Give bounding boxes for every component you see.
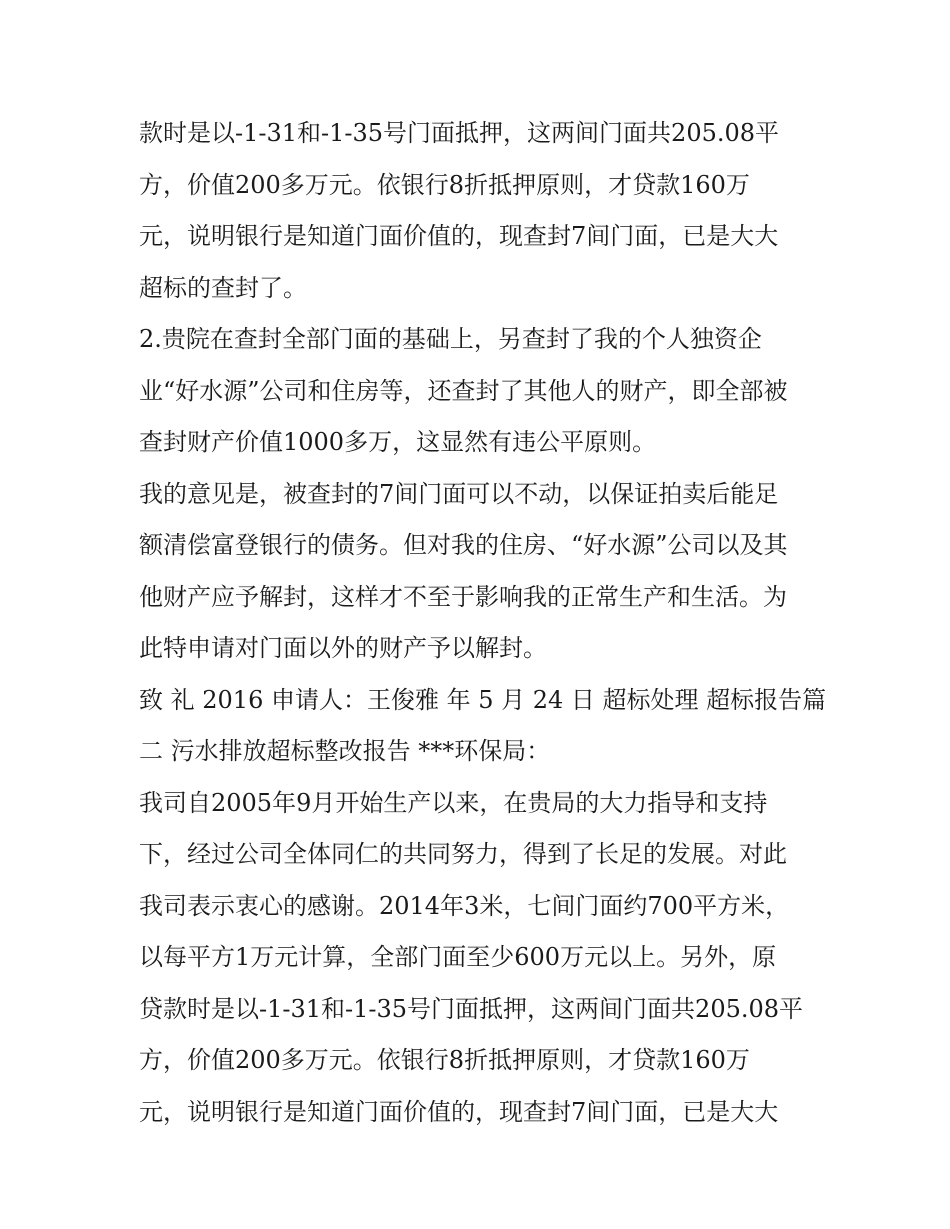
text-line: 以每平方1万元计算，全部门面至少600万元以上。另外，原 xyxy=(139,943,777,971)
document-body xyxy=(139,108,827,1138)
text-line: 方，价值200多万元。依银行8折抵押原则，才贷款160万 xyxy=(139,170,750,199)
text-line: 我的意见是，被查封的7间门面可以不动，以保证拍卖后能足 xyxy=(139,479,779,508)
text-line: 我司自2005年9月开始生产以来，在贵局的大力指导和支持 xyxy=(139,788,768,817)
text-line: 我司表示衷心的感谢。2014年3米，七间门面约700平方米， xyxy=(139,891,790,920)
text-line: 超标的查封了。 xyxy=(139,273,307,302)
text-line: 二 污水排放超标整改报告 ***环保局： xyxy=(139,737,551,765)
text-line: 致 礼 2016 申请人：王俊雅 年 5 月 24 日 超标处理 超标报告篇 xyxy=(139,685,827,714)
text-line: 方，价值200多万元。依银行8折抵押原则，才贷款160万 xyxy=(139,1046,750,1074)
text-line: 2.贵院在查封全部门面的基础上，另查封了我的个人独资企 xyxy=(139,325,762,353)
text-line: 他财产应予解封，这样才不至于影响我的正常生产和生活。为 xyxy=(139,582,787,611)
text-line: 业“好水源”公司和住房等，还查封了其他人的财产，即全部被 xyxy=(139,376,788,405)
text-line: 元，说明银行是知道门面价值的，现查封7间门面，已是大大 xyxy=(139,222,779,250)
text-line: 此特申请对门面以外的财产予以解封。 xyxy=(139,634,547,662)
text-line: 下，经过公司全体同仁的共同努力，得到了长足的发展。对此 xyxy=(139,840,787,868)
text-line: 款时是以-1-31和-1-35号门面抵押，这两间门面共205.08平 xyxy=(139,119,780,147)
text-line: 额清偿富登银行的债务。但对我的住房、“好水源”公司以及其 xyxy=(139,531,788,559)
text-line: 贷款时是以-1-31和-1-35号门面抵押，这两间门面共205.08平 xyxy=(139,994,804,1023)
text-line: 元，说明银行是知道门面价值的，现查封7间门面，已是大大 xyxy=(139,1097,779,1126)
text-line: 查封财产价值1000多万，这显然有违公平原则。 xyxy=(139,428,657,456)
